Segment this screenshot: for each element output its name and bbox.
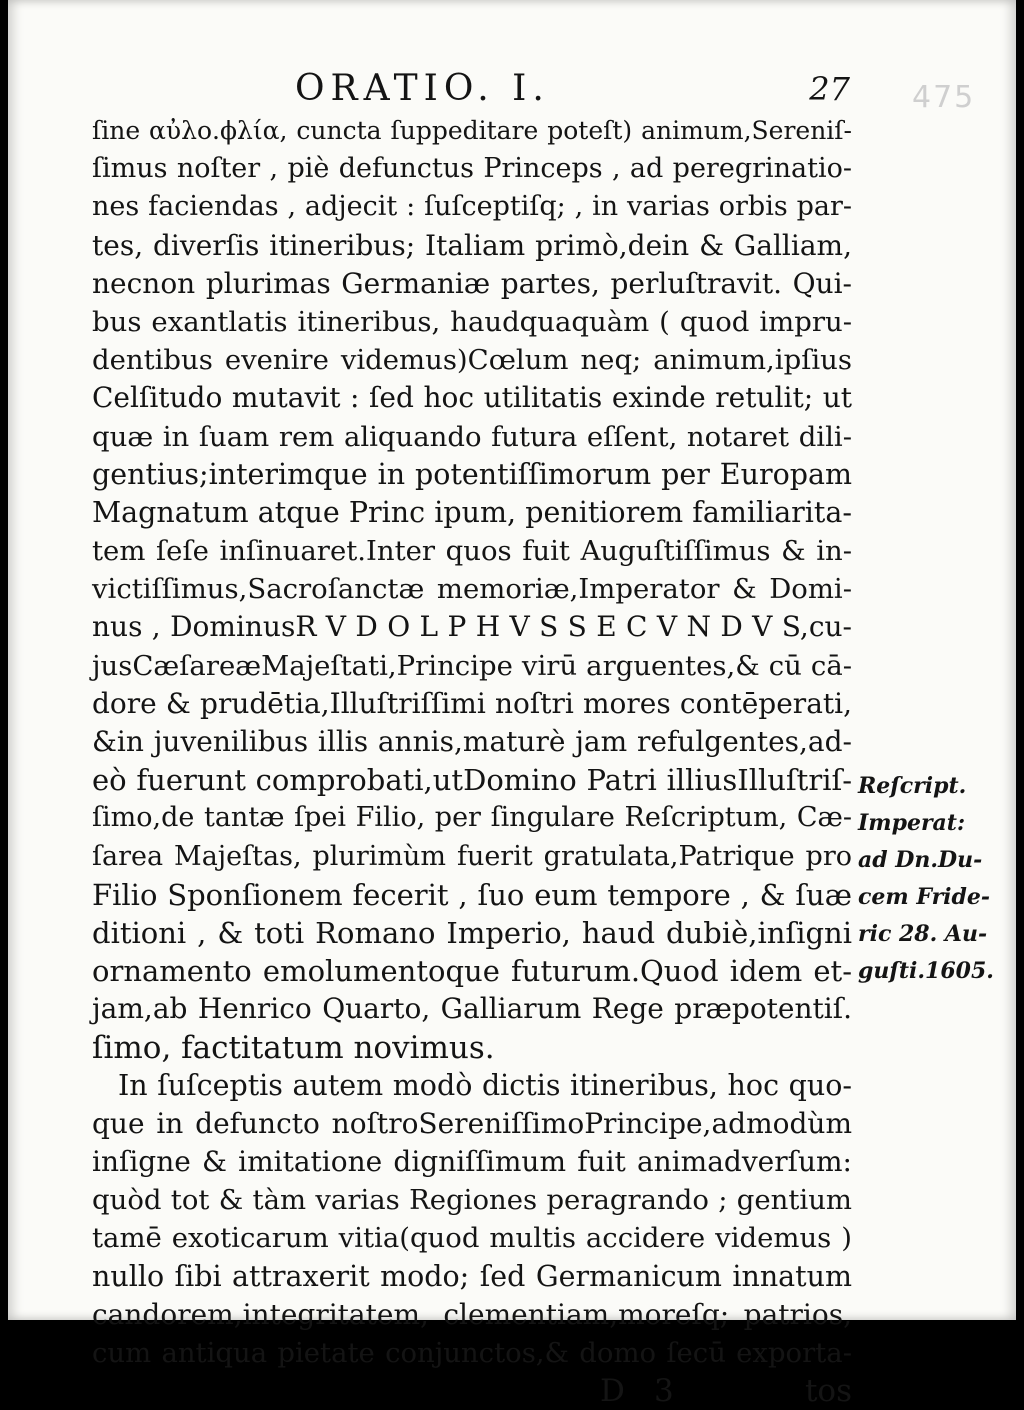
- text-line: quòd tot & tàm varias Regiones peragrando ; gentium: [92, 1184, 852, 1217]
- text-line: ſimus noſter , piè defunctus Princeps , ad peregrinatio-: [92, 153, 852, 185]
- marginal-note-line: Imperat:: [858, 810, 966, 836]
- signature-number: 3: [654, 1373, 674, 1410]
- text-line: nullo ſibi attraxerit modo; ſed Germanicum innatum: [92, 1259, 852, 1293]
- text-line: dentibus evenire videmus)Cœlum neq; animum,ipſius: [92, 344, 852, 377]
- marginal-note: [858, 768, 1008, 990]
- text-line: cum antiqua pietate conjunctos,& domo ſecū exporta-: [92, 1337, 852, 1369]
- catchword: tos: [804, 1373, 852, 1410]
- text-line: quæ in ſuam rem aliquando futura eſſent, notaret dili-: [92, 420, 852, 453]
- text-line: nus , DominusR V D O L P H V S S E C V N D V S,cu-: [92, 610, 852, 644]
- text-line: ditioni , & toti Romano Imperio, haud dubiè,inſigni: [92, 915, 852, 950]
- text-line: tamē exoticarum vitia(quod multis accidere videmus ): [92, 1222, 852, 1255]
- text-line: tes, diverſis itineribus; Italiam primò,dein & Galliam,: [92, 228, 852, 262]
- text-line: ſimo,de tantæ ſpei Filio, per ſingulare Reſcriptum, Cæ-: [92, 802, 852, 834]
- text-line: victiſſimus,Sacroſanctæ memoriæ,Imperator & Domi-: [92, 573, 852, 606]
- text-line: eò fuerunt comprobati,utDomino Patri illiusIlluſtriſ-: [92, 763, 852, 798]
- signature-line: [92, 1372, 852, 1410]
- text-line: ornamento emolumentoque futurum.Quod idem et-: [92, 954, 852, 989]
- text-line: bus exantlatis itineribus, haudquaquàm ( quod impru-: [92, 305, 852, 338]
- text-line: &in juvenilibus illis annis,maturè jam refulgentes,ad-: [92, 725, 852, 758]
- text-line: Celſitudo mutavit : ſed hoc utilitatis exinde retulit; ut: [92, 381, 852, 415]
- body-text: [92, 112, 852, 1410]
- text-line: Magnatum atque Princ ipum, penitiorem familiarita-: [92, 495, 852, 529]
- text-line: nes faciendas , adjecit : ſuſceptiſq; , in varias orbis par-: [92, 191, 852, 223]
- text-line: jusCæſareæMajeſtati,Principe virū arguentes,& cū cā-: [92, 649, 852, 682]
- running-header: [80, 68, 850, 108]
- marginal-note-line: guſti.1605.: [858, 958, 994, 984]
- marginal-note-line: ric 28. Au-: [858, 921, 988, 947]
- paragraph-start-line: In ſuſceptis autem modò dictis itineribus, hoc quo-: [118, 1068, 852, 1102]
- text-line: necnon plurimas Germaniæ partes, perluſtravit. Qui-: [92, 266, 852, 300]
- text-line: candorem,integritatem, clementiam,moreſq; patrios,: [92, 1297, 852, 1331]
- text-line: ſimo, factitatum novimus.: [92, 1029, 495, 1066]
- text-line: Filio Sponſionem fecerit , ſuo eum tempore , & ſuæ: [92, 877, 852, 912]
- text-line: tem ſeſe inſinuaret.Inter quos fuit Auguſtiſſimus & in-: [92, 535, 852, 568]
- text-line: gentius;interimque in potentiſſimorum per Europam: [92, 457, 852, 491]
- page-number: 27: [809, 70, 850, 108]
- marginal-note-line: cem Fride-: [858, 884, 991, 910]
- marginal-note-line: Reſcript.: [858, 773, 967, 799]
- text-line: jam,ab Henrico Quarto, Galliarum Rege præpotentiſ.: [92, 992, 852, 1026]
- marginal-note-line: ad Dn.Du-: [858, 847, 983, 873]
- signature-mark: D: [600, 1373, 625, 1410]
- text-line: que in defuncto noſtroSereniſſimoPrincipe,admodùm: [92, 1106, 852, 1140]
- text-line: dore & prudētia,Illuſtriſſimi noſtri mores contēperati,: [92, 686, 852, 720]
- pencil-annotation: 475: [912, 80, 976, 115]
- header-title: ORATIO. I.: [295, 68, 550, 109]
- text-line: ſine αὐλο.ϕλία, cuncta ſuppeditare poteſt) animum,Sereniſ-: [92, 116, 852, 145]
- text-line: ſarea Majeſtas, plurimùm fuerit gratulata,Patrique pro: [92, 840, 852, 872]
- text-line: inſigne & imitatione digniſſimum fuit animadverſum:: [92, 1145, 852, 1179]
